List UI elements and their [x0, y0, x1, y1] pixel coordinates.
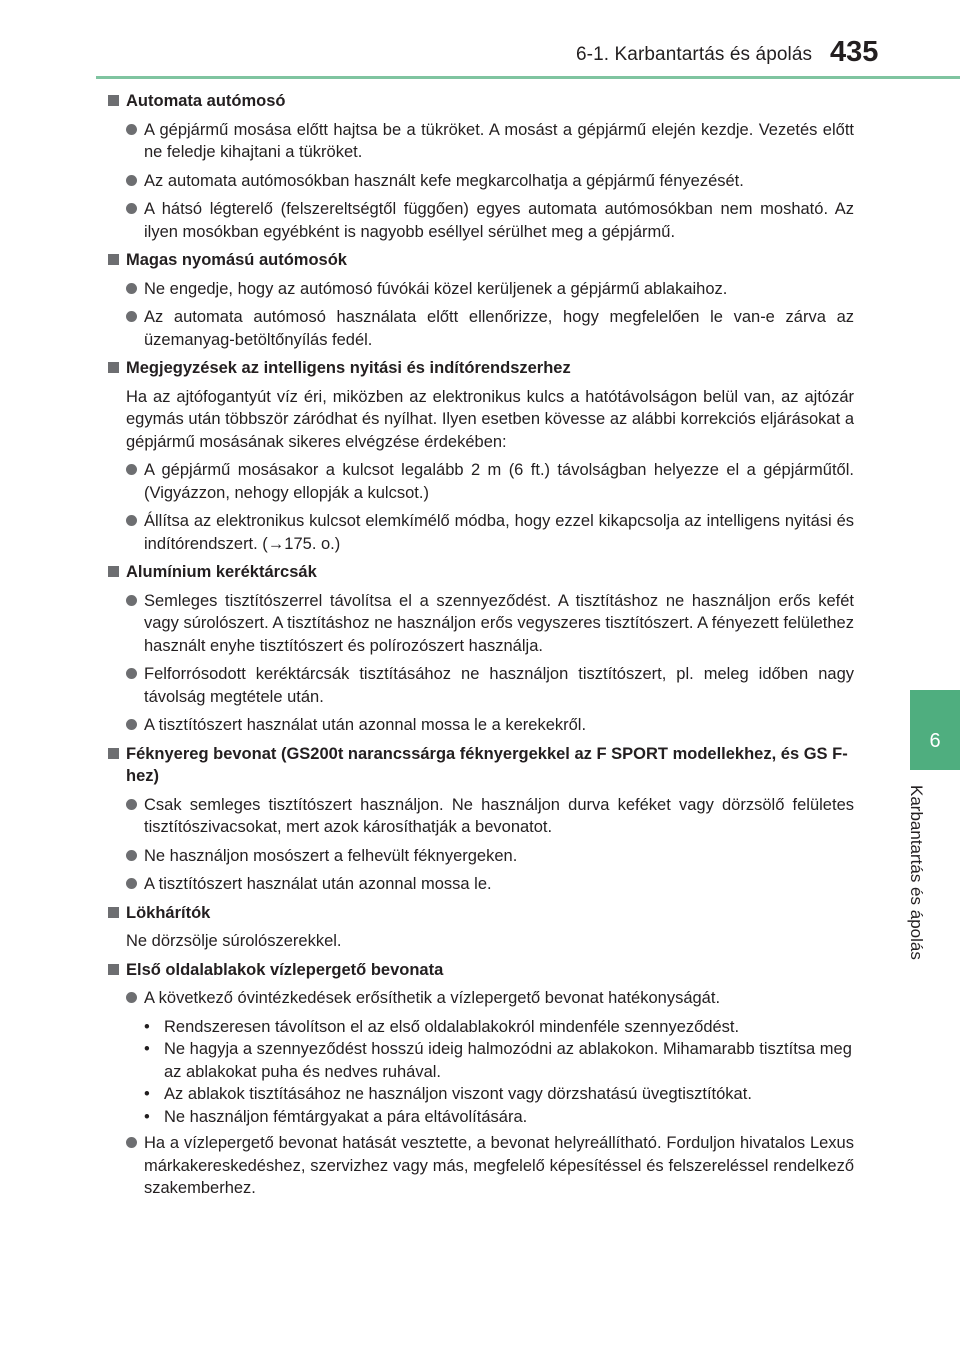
page-number: 435	[830, 36, 879, 68]
list-item	[126, 170, 854, 193]
round-bullet-icon	[126, 878, 137, 889]
sub-list-item-text: Ne hagyja a szennyeződést hosszú ideig halmozódni az ablakokon. Mihamarabb tisztítsa meg az ablakokat puha és nedves ruhával.	[164, 1040, 852, 1081]
section-title: Féknyereg bevonat (GS200t narancssárga féknyergekkel az F SPORT modellekhez, és GS F-hez)	[126, 744, 848, 785]
round-bullet-icon	[126, 124, 137, 135]
round-bullet-icon	[126, 595, 137, 606]
list-item	[126, 198, 854, 243]
round-bullet-icon	[126, 850, 137, 861]
sub-list-item	[144, 1083, 854, 1106]
section-vizlepergeto-bevonat	[108, 959, 854, 1200]
section-heading	[108, 743, 854, 788]
round-bullet-icon	[126, 992, 137, 1003]
section-title: Első oldalablakok vízlepergető bevonata	[126, 960, 444, 979]
sub-list	[144, 1016, 854, 1129]
round-bullet-icon	[126, 719, 137, 730]
section-lokharitok	[108, 902, 854, 953]
sub-list-item	[144, 1038, 854, 1083]
square-bullet-icon	[108, 907, 119, 918]
header-divider	[96, 76, 960, 79]
list-item-text: Az automata autómosó használata előtt ellenőrizze, hogy megfelelően le van-e zárva az üzemanyag-betöltőnyílás fedél.	[144, 308, 854, 349]
list-item	[126, 590, 854, 658]
list-item	[126, 1132, 854, 1200]
list-item-text: Felforrósodott keréktárcsák tisztításához ne használjon tisztítószert, pl. meleg időben nagy távolság megtétele után.	[144, 665, 854, 706]
list-item	[126, 510, 854, 555]
sub-list-item-text: Az ablakok tisztításához ne használjon viszont vagy dörzshatású üvegtisztítókat.	[164, 1085, 752, 1103]
list-item	[126, 845, 854, 868]
section-intro: Ha az ajtófogantyút víz éri, miközben az elektronikus kulcs a hatótávolságon belül van, az ajtózár egymás után többször záródhat és nyílhat. Ilyen esetben kövesse az alábbi korrekciós eljárásokat a gépjármű mosásának sikeres elvégzése érdekében:	[126, 387, 854, 451]
round-bullet-icon	[126, 283, 137, 294]
round-bullet-icon	[126, 203, 137, 214]
chapter-tab[interactable]	[910, 690, 960, 770]
list-item-text: Ne használjon mosószert a felhevült féknyergeken.	[144, 846, 518, 865]
list-item-text: Ha a vízlepergető bevonat hatását vesztette, a bevonat helyreállítható. Forduljon hivatalos Lexus márkakereskedéshez, szervizhez vagy más, megfelelő képesítéssel és felszereléssel rendelkező szakemberhez.	[144, 1134, 854, 1197]
chapter-tab-number: 6	[929, 730, 941, 752]
list-item-text: A gépjármű mosásakor a kulcsot legalább 2 m (6 ft.) távolságban helyezze el a gépjárműtől. (Vigyázzon, nehogy ellopják a kulcsot.)	[144, 461, 854, 502]
round-bullet-icon	[126, 311, 137, 322]
sub-list-item	[144, 1106, 854, 1129]
round-bullet-icon	[126, 175, 137, 186]
section-title: Automata autómosó	[126, 92, 286, 110]
list-item-text: Az automata autómosókban használt kefe megkarcolhatja a gépjármű fényezését.	[144, 171, 744, 190]
section-title: Magas nyomású autómosók	[126, 251, 347, 269]
section-feknyereg-bevonat	[108, 743, 854, 896]
sub-list-item	[144, 1016, 854, 1039]
round-bullet-icon	[126, 515, 137, 526]
page-content	[108, 90, 854, 1206]
list-item-text: A hátsó légterelő (felszereltségtől függően) egyes automata autómosókban nem mosható. Az ilyen mosókban egyébként is nagyobb eséllyel sérülhet meg a gépjármű.	[144, 200, 854, 241]
chapter-section-title: 6-1. Karbantartás és ápolás	[576, 44, 813, 65]
section-heading	[108, 249, 854, 272]
square-bullet-icon	[108, 362, 119, 373]
square-bullet-icon	[108, 964, 119, 975]
dot-marker-icon: •	[144, 1040, 150, 1058]
section-automata-automoso	[108, 90, 854, 243]
section-heading	[108, 357, 854, 380]
section-magas-nyomasu	[108, 249, 854, 351]
section-heading	[108, 959, 854, 982]
section-title: Alumínium keréktárcsák	[126, 563, 317, 581]
round-bullet-icon	[126, 464, 137, 475]
round-bullet-icon	[126, 799, 137, 810]
list-item	[126, 278, 854, 301]
sub-list-item-text: Ne használjon fémtárgyakat a pára eltávolítására.	[164, 1107, 528, 1126]
list-item-text: Ne engedje, hogy az autómosó fúvókái közel kerüljenek a gépjármű ablakaihoz.	[144, 279, 728, 298]
dot-marker-icon: •	[144, 1085, 150, 1103]
list-item-text: A gépjármű mosása előtt hajtsa be a tükröket. A mosást a gépjármű elején kezdje. Vezetés előtt ne feledje kihajtani a tükröket.	[144, 120, 854, 161]
list-item	[126, 459, 854, 504]
list-item-text: A tisztítószert használat után azonnal mossa le.	[144, 875, 492, 893]
list-item-text: A tisztítószert használat után azonnal mossa le a kerekekről.	[144, 716, 587, 734]
square-bullet-icon	[108, 95, 119, 106]
list-item	[126, 873, 854, 896]
list-item	[126, 663, 854, 708]
section-aluminium-kerektarcsak	[108, 561, 854, 737]
list-item-text: Állítsa az elektronikus kulcsot elemkímélő módba, hogy ezzel kikapcsolja az intelligens nyitási és indítórendszert. (→175. o.)	[144, 512, 854, 553]
list-item	[126, 306, 854, 351]
list-item-text: A következő óvintézkedések erősíthetik a vízlepergető bevonat hatékonyságát.	[144, 989, 721, 1007]
chapter-tab-title: Karbantartás és ápolás	[907, 785, 926, 960]
square-bullet-icon	[108, 566, 119, 577]
section-intelligens-nyitasi	[108, 357, 854, 555]
section-intro: Ne dörzsölje súrolószerekkel.	[126, 932, 342, 950]
section-heading	[108, 561, 854, 584]
list-item	[126, 794, 854, 839]
list-item	[126, 714, 854, 737]
dot-marker-icon: •	[144, 1017, 150, 1036]
square-bullet-icon	[108, 748, 119, 759]
list-item-text: Csak semleges tisztítószert használjon. Ne használjon durva keféket vagy dörzsölő felületes tisztítószivacsokat, mert azok károsíthatják a bevonatot.	[144, 795, 854, 836]
list-item	[126, 119, 854, 164]
list-item-text: Semleges tisztítószerrel távolítsa el a szennyeződést. A tisztításhoz ne használjon erős kefét vagy súrolószert. A tisztításhoz ne használjon erős vegyszeres tisztítószert. A fényezett felülethez használt enyhe tisztítószert és polírozószert használja.	[144, 591, 854, 655]
round-bullet-icon	[126, 668, 137, 679]
list-item	[126, 987, 854, 1010]
sub-list-item-text: Rendszeresen távolítson el az első oldalablakokról mindenféle szennyeződést.	[164, 1017, 740, 1036]
dot-marker-icon: •	[144, 1107, 150, 1126]
square-bullet-icon	[108, 254, 119, 265]
section-title: Lökhárítók	[126, 903, 211, 922]
section-heading	[108, 90, 854, 113]
section-heading	[108, 902, 854, 925]
section-title: Megjegyzések az intelligens nyitási és indítórendszerhez	[126, 359, 571, 377]
round-bullet-icon	[126, 1137, 137, 1148]
